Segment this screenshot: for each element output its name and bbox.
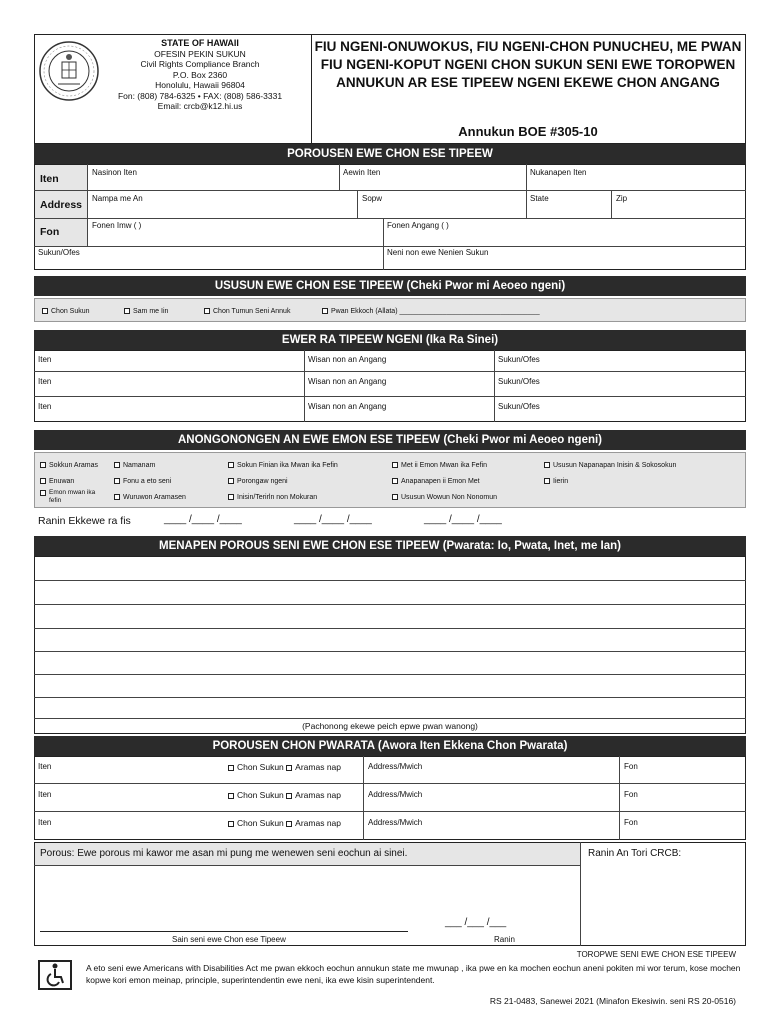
fon-label: Fon — [40, 226, 60, 238]
respondent-name-1[interactable]: Iten — [38, 355, 52, 364]
checkbox-icon[interactable] — [124, 308, 130, 314]
middle-name-field[interactable]: Aewin Iten — [343, 168, 381, 177]
agency-office: OFESIN PEKIN SUKUN — [154, 48, 246, 59]
work-phone-field[interactable]: Fonen Angang ( ) — [387, 221, 449, 230]
section-complainant-type-bar: USUSUN EWE CHON ESE TIPEEW (Cheki Pwor mi Aeoeo ngeni) — [34, 276, 746, 296]
incident-date-1[interactable]: ____ /____ /____ — [164, 514, 242, 525]
agency-email: Email: crcb@k12.hi.us — [157, 101, 243, 111]
date-label: Ranin — [494, 935, 515, 944]
witness-phone-2[interactable]: Fon — [624, 790, 638, 799]
basis-sexual-orientation[interactable]: Met ii Emon Mwan ika Fefin — [392, 461, 487, 470]
city-field[interactable]: Sopw — [362, 194, 383, 203]
basis-retaliation[interactable]: Iierin — [544, 477, 568, 486]
form-number: Annukun BOE #305-10 — [458, 124, 598, 139]
first-name-field[interactable]: Nasinon Iten — [92, 168, 137, 177]
iten-label: Iten — [40, 173, 59, 185]
witness-address-1[interactable]: Address/Mwich — [368, 762, 423, 771]
zip-field[interactable]: Zip — [616, 194, 628, 203]
respondent-name-2[interactable]: Iten — [38, 377, 52, 386]
agency-state: STATE OF HAWAII — [161, 38, 239, 48]
basis-age[interactable]: Inisin/Terirln non Mokuran — [228, 493, 317, 502]
respondent-school-2[interactable]: Sukun/Ofes — [498, 377, 540, 386]
witness-name-3[interactable]: Iten — [38, 818, 52, 827]
section-complainant-bar: POROUSEN EWE CHON ESE TIPEEW — [34, 144, 746, 164]
agency-block — [100, 38, 300, 112]
incident-date-3[interactable]: ____ /____ /____ — [424, 514, 502, 525]
basis-harassment[interactable]: Ususun Napanapan Inisin & Sokosokun — [544, 461, 676, 470]
respondent-position-2[interactable]: Wisan non an Angang — [308, 377, 387, 386]
witness-address-3[interactable]: Address/Mwich — [368, 818, 423, 827]
section-witness-bar: POROUSEN CHON PWARATA (Awora Iten Ekkena Chon Pwarata) — [34, 736, 746, 756]
basis-gender-expression[interactable]: Anapanapen ii Emon Met — [392, 477, 480, 486]
witness-type-2[interactable]: Chon Sukun Aramas nap — [228, 790, 341, 800]
agency-city: Honolulu, Hawaii 96804 — [155, 80, 245, 90]
school-location-field[interactable]: Neni non ewe Nenien Sukun — [387, 248, 489, 257]
ada-notice: A eto seni ewe Americans with Disabilities Act me pwan ekkoch eochun annukun state me mwunap , ika pwe en ka mochen eochun aneni pokiten mi wor terum, kose mochen kopwe kori emon meinap, principle, superintendentin ewe neni, ika ewe kisin superintendent. — [86, 963, 741, 985]
witness-phone-3[interactable]: Fon — [624, 818, 638, 827]
continue-note: (Pachonong ekewe peich epwe pwan wanong) — [302, 721, 478, 731]
incident-date-2[interactable]: ____ /____ /____ — [294, 514, 372, 525]
last-name-field[interactable]: Nukanapen Iten — [530, 168, 587, 177]
state-field[interactable]: State — [530, 194, 549, 203]
option-parent[interactable]: Sam me Iin — [124, 307, 168, 316]
signature-line[interactable] — [40, 931, 408, 932]
checkbox-icon[interactable] — [204, 308, 210, 314]
respondent-school-1[interactable]: Sukun/Ofes — [498, 355, 540, 364]
section-respondent-bar: EWER RA TIPEEW NGENI (Ika Ra Sinei) — [34, 330, 746, 350]
agency-pobox: P.O. Box 2360 — [172, 69, 228, 80]
basis-family-status[interactable]: Ususun Wowun Non Nonomun — [392, 493, 497, 502]
agency-branch: Civil Rights Compliance Branch — [140, 59, 260, 69]
signature-label: Sain seni ewe Chon ese Tipeew — [172, 935, 286, 944]
basis-sex[interactable]: Emon mwan ika fefin — [40, 489, 99, 504]
basis-disability[interactable]: Porongaw ngeni — [228, 477, 288, 486]
state-seal-icon — [38, 40, 100, 102]
crcb-date-label: Ranin An Tori CRCB: — [588, 848, 682, 859]
respondent-position-3[interactable]: Wisan non an Angang — [308, 402, 387, 411]
incident-dates-label: Ranin Ekkewe ra fis — [38, 515, 131, 527]
form-title: FIU NGENI-ONUWOKUS, FIU NGENI-CHON PUNUCHEU, ME PWAN FIU NGENI-KOPUT NGENI CHON SUKUN SENI EWE TOROPWEN ANNUKUN AR ESE TIPEEW NGENI EKEWE CHON ANGANG — [314, 39, 742, 90]
basis-religion[interactable]: Namanam — [114, 461, 155, 470]
accessibility-icon — [38, 960, 72, 990]
witness-type-1[interactable]: Chon Sukun Aramas nap — [228, 762, 341, 772]
respondent-school-3[interactable]: Sukun/Ofes — [498, 402, 540, 411]
checkbox-icon[interactable] — [42, 308, 48, 314]
school-office-field[interactable]: Sukun/Ofes — [38, 248, 80, 257]
attestation-text: Porous: Ewe porous mi kawor me asan mi pung me wenewen seni eochun ai sinei. — [40, 848, 408, 859]
address-label: Address — [40, 199, 83, 211]
option-student[interactable]: Chon Sukun — [42, 307, 90, 316]
witness-type-3[interactable]: Chon Sukun Aramas nap — [228, 818, 341, 828]
form-code: RS 21-0483, Sanewei 2021 (Minafon Ekesiwin. seni RS 20-0516) — [489, 996, 736, 1006]
description-area[interactable] — [34, 556, 746, 734]
checkbox-icon[interactable] — [322, 308, 328, 314]
option-other[interactable]: Pwan Ekkoch (Allata) ____________________________________ — [322, 307, 540, 316]
respondent-position-1[interactable]: Wisan non an Angang — [308, 355, 387, 364]
section-description-bar: MENAPEN POROUS SENI EWE CHON ESE TIPEEW (Pwarata: Io, Pwata, Inet, me Ian) — [34, 536, 746, 556]
section-basis-bar: ANONGONONGEN AN EWE EMON ESE TIPEEW (Cheki Pwor mi Aeoeo ngeni) — [34, 430, 746, 450]
witness-address-2[interactable]: Address/Mwich — [368, 790, 423, 799]
respondent-name-3[interactable]: Iten — [38, 402, 52, 411]
witness-phone-1[interactable]: Fon — [624, 762, 638, 771]
home-phone-field[interactable]: Fonen Imw ( ) — [92, 221, 142, 230]
basis-race[interactable]: Sokkun Aramas — [40, 461, 98, 470]
basis-ancestry[interactable]: Wuruwon Aramasen — [114, 493, 186, 502]
option-guardian[interactable]: Chon Tumun Seni Annuk — [204, 307, 290, 316]
agency-phone: Fon: (808) 784-6325 • FAX: (808) 586-3331 — [117, 90, 283, 101]
footer-copy-label: TOROPWE SENI EWE CHON ESE TIPEEW — [576, 950, 736, 959]
witness-name-2[interactable]: Iten — [38, 790, 52, 799]
witness-name-1[interactable]: Iten — [38, 762, 52, 771]
signature-date-line[interactable]: ___ /___ /___ — [445, 917, 507, 928]
basis-national-origin[interactable]: Fonu a eto seni — [114, 477, 171, 486]
basis-gender-identity[interactable]: Sokun Finian ika Mwan ika Fefin — [228, 461, 338, 470]
street-field[interactable]: Nampa me An — [92, 194, 143, 203]
basis-color[interactable]: Enuwan — [40, 477, 74, 486]
